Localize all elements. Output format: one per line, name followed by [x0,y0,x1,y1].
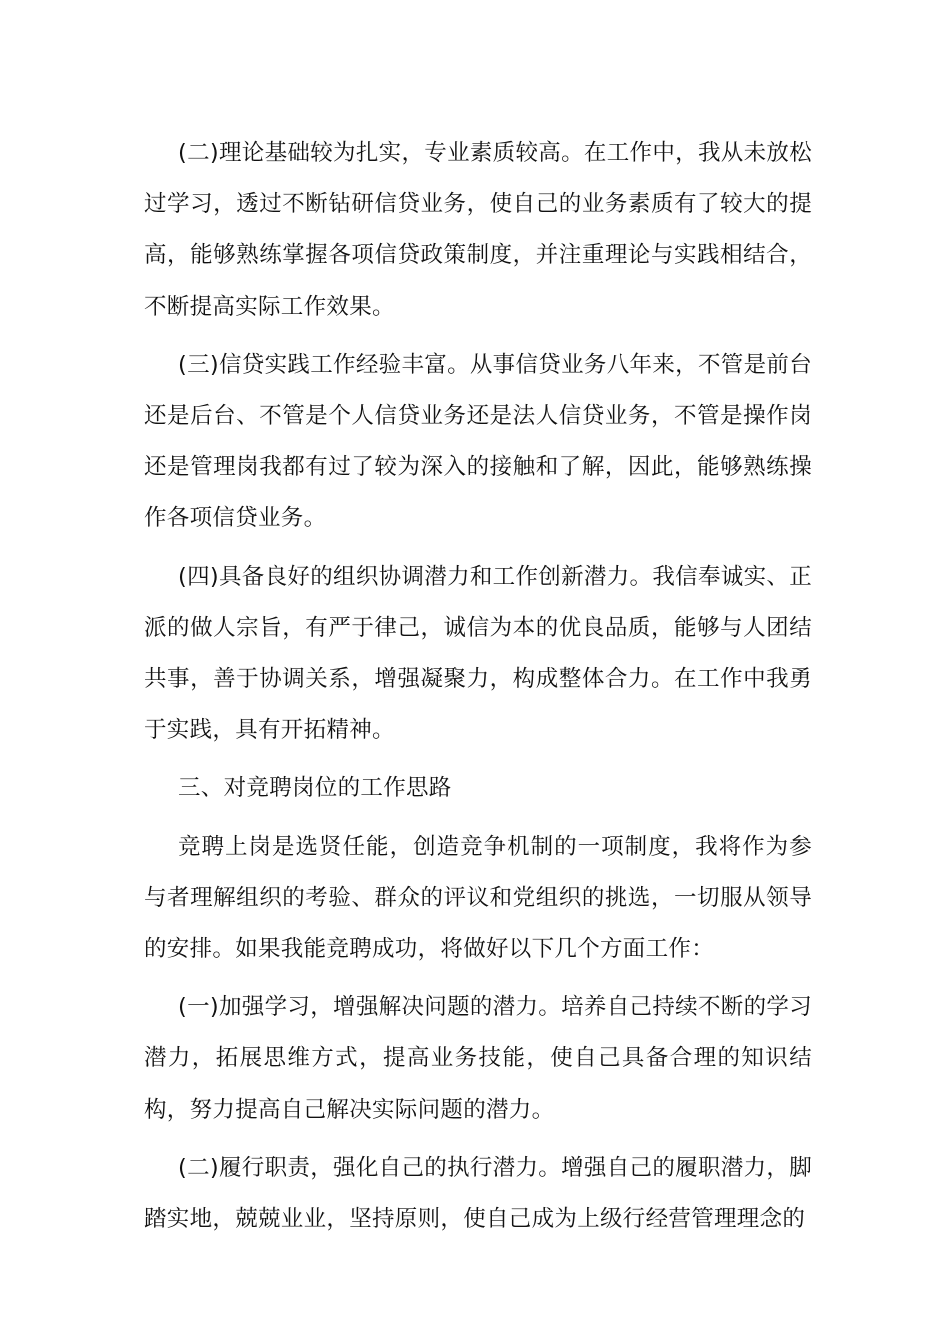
section-heading-work-plan: 三、对竞聘岗位的工作思路 [178,775,452,802]
paragraph-theory-foundation: (二)理论基础较为扎实，专业素质较高。在工作中，我从未放松过学习，透过不断钻研信贷业务，使自己的业务素质有了较大的提高，能够熟练掌握各项信贷政策制度，并注重理论与实践相结合，不断提高实际工作效果。 [144,140,812,320]
paragraph-organization-ability: (四)具备良好的组织协调潜力和工作创新潜力。我信奉诚实、正派的做人宗旨，有严于律己，诚信为本的优良品质，能够与人团结共事，善于协调关系，增强凝聚力，构成整体合力。在工作中我勇于实践，具有开拓精神。 [144,563,812,744]
paragraph-fulfill-duties: (二)履行职责，强化自己的执行潜力。增强自己的履职潜力，脚踏实地，兢兢业业，坚持原则，使自己成为上级行经营管理理念的 [144,1154,812,1233]
document-body [144,128,812,1252]
paragraph-competition-intro: 竞聘上岗是选贤任能，创造竞争机制的一项制度，我将作为参与者理解组织的考验、群众的评议和党组织的挑选，一切服从领导的安排。如果我能竞聘成功，将做好以下几个方面工作： [144,833,812,963]
paragraph-credit-experience: (三)信贷实践工作经验丰富。从事信贷业务八年来，不管是前台还是后台、不管是个人信贷业务还是法人信贷业务，不管是操作岗还是管理岗我都有过了较为深入的接触和了解，因此，能够熟练操作各项信贷业务。 [144,351,812,532]
paragraph-strengthen-learning: (一)加强学习，增强解决问题的潜力。培养自己持续不断的学习潜力，拓展思维方式，提高业务技能，使自己具备合理的知识结构，努力提高自己解决实际问题的潜力。 [144,994,812,1123]
